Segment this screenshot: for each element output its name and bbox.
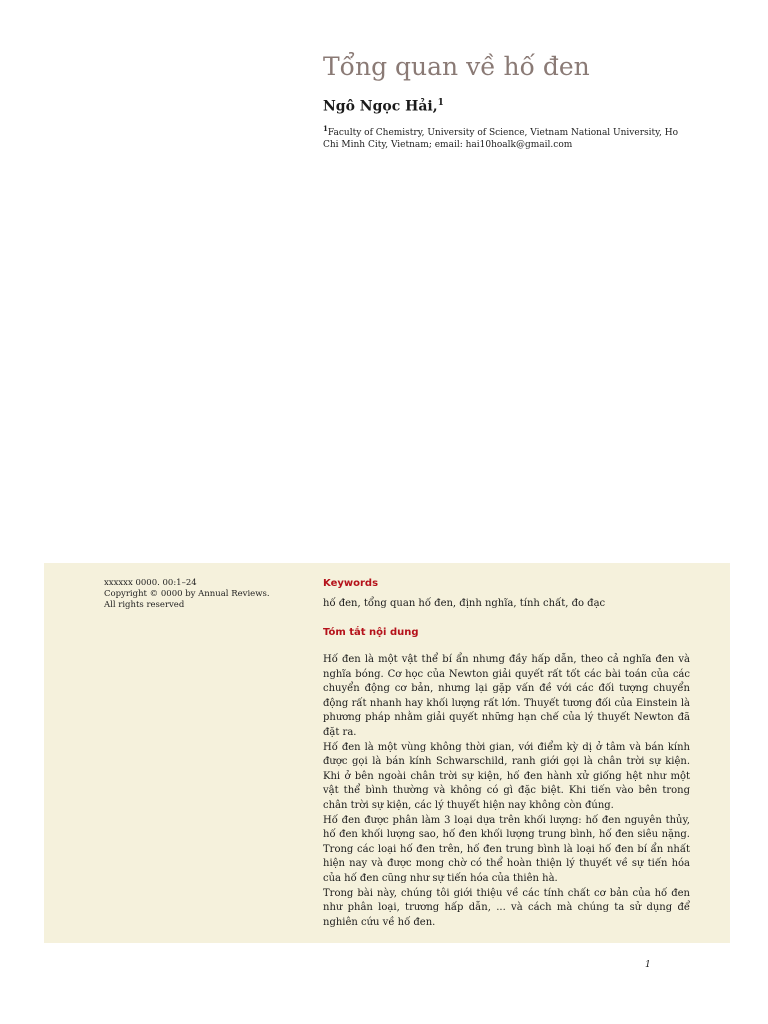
abstract-paragraph: Hố đen là một vật thể bí ẩn nhưng đầy hấp dẫn, theo cả nghĩa đen và nghĩa bóng. Cơ học của Newton giải quyết rất tốt các bài toán của các chuyển động cơ bản, nhưng lại gặp vấn đề với các đối tượng chuyển động rất nhanh hay khối lượng rất lớn. Thuyết tương đối của Einstein là phương pháp nhằm giải quyết những hạn chế của lý thuyết Newton đã đặt ra.: [323, 654, 690, 738]
meta-rights: All rights reserved: [104, 600, 185, 610]
meta-copyright: Copyright © 0000 by Annual Reviews.: [104, 589, 270, 599]
publication-meta: [104, 578, 304, 611]
meta-volume: xxxxxx 0000. 00:1–24: [104, 578, 197, 588]
abstract-paragraph: Hố đen là một vùng không thời gian, với điểm kỳ dị ở tâm và bán kính được gọi là bán kính Schwarschild, ranh giới gọi là chân trời sự kiện. Khi ở bên ngoài chân trời sự kiện, hố đen hành xử giống hệt như một vật thể bình thường và không có gì đặc biệt. Khi tiến vào bên trong chân trời sự kiện, các lý thuyết hiện nay không còn đúng.: [323, 741, 690, 811]
abstract-body: [323, 653, 690, 930]
author-line: [323, 98, 444, 115]
affiliation: [323, 123, 683, 151]
abstract-heading: Tóm tắt nội dung: [323, 627, 419, 638]
author-name: Ngô Ngọc Hải,: [323, 98, 438, 115]
paper-title: Tổng quan về hố đen: [323, 52, 590, 81]
affiliation-text: Faculty of Chemistry, University of Science, Vietnam National University, Ho Chi Minh City, Vietnam; email: hai10hoalk@gmail.com: [323, 128, 679, 150]
abstract-paragraph: Hố đen được phân làm 3 loại dựa trên khối lượng: hố đen nguyên thủy, hố đen khối lượng sao, hố đen khối lượng trung bình, hố đen siêu nặng. Trong các loại hố đen trên, hố đen trung bình là loại hố đen bí ẩn nhất hiện nay và được mong chờ có thể hoàn thiện lý thuyết về sự tiến hóa của hố đen cũng như sự tiến hóa của thiên hà.: [323, 814, 690, 884]
page-number: 1: [645, 960, 651, 970]
keywords-text: hố đen, tổng quan hố đen, định nghĩa, tính chất, đo đạc: [323, 598, 606, 609]
affiliation-mark: 1: [323, 124, 328, 133]
author-affiliation-mark: 1: [437, 98, 444, 108]
keywords-heading: Keywords: [323, 578, 379, 589]
abstract-paragraph: Trong bài này, chúng tôi giới thiệu về các tính chất cơ bản của hố đen như phân loại, trương hấp dẫn, ... và cách mà chúng ta sử dụng để nghiên cứu về hố đen.: [323, 887, 690, 928]
